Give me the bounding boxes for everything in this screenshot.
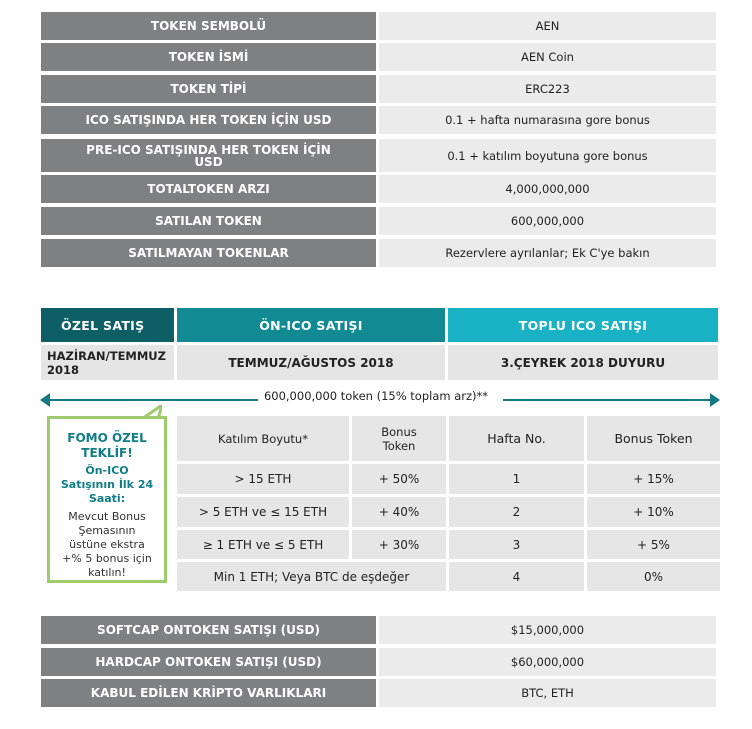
row-value: Rezervlere ayrılanlar; Ek C'ye bakın (379, 239, 716, 267)
table-cell: 3 (449, 530, 584, 559)
bonus-header-week-bonus: Bonus Token (587, 416, 720, 461)
row-label: TOKEN İSMİ (41, 43, 376, 71)
bonus-header-size: Katılım Boyutu* (177, 416, 349, 461)
row-value: 0.1 + hafta numarasına gore bonus (379, 106, 716, 134)
row-label: SATILAN TOKEN (41, 207, 376, 235)
row-label: PRE-ICO SATIŞINDA HER TOKEN İÇİN USD (41, 139, 376, 172)
row-value: AEN (379, 12, 716, 40)
fomo-title: FOMO ÖZEL TEKLİF! (67, 431, 147, 460)
table-cell: 0% (587, 562, 720, 591)
phase-pre-ico-header: ÖN-ICO SATIŞI (177, 308, 445, 342)
table-cell: 4 (449, 562, 584, 591)
row-value: $60,000,000 (379, 648, 716, 676)
bonus-header-bonus: Bonus Token (352, 416, 446, 461)
row-value: 0.1 + katılım boyutuna gore bonus (379, 139, 716, 172)
token-info-row (41, 239, 716, 267)
fomo-body: Mevcut Bonus Şemasının üstüne ekstra +% 5 bonus için katılın! (62, 510, 152, 579)
phase-private-sale-header: ÖZEL SATIŞ (41, 308, 174, 342)
row-value: 600,000,000 (379, 207, 716, 235)
bonus-header-week: Hafta No. (449, 416, 584, 461)
table-cell: + 10% (587, 497, 720, 527)
sale-info-row (41, 648, 716, 676)
row-value: ERC223 (379, 75, 716, 103)
token-info-row (41, 139, 716, 172)
row-label: KABUL EDİLEN KRİPTO VARLIKLARI (41, 679, 376, 707)
fomo-subtitle: Ön-ICO Satışının İlk 24 Saati: (60, 464, 154, 505)
table-cell: > 15 ETH (177, 464, 349, 494)
sale-info-row (41, 616, 716, 644)
phase-private-sale-date: HAZİRAN/TEMMUZ 2018 (41, 345, 174, 380)
token-info-row (41, 43, 716, 71)
sale-info-row (41, 679, 716, 707)
token-span-label: 600,000,000 token (15% toplam arz)** (263, 389, 489, 403)
table-cell: + 30% (352, 530, 446, 559)
phase-ico-header: TOPLU ICO SATIŞI (448, 308, 718, 342)
row-value: $15,000,000 (379, 616, 716, 644)
row-label: SOFTCAP ONTOKEN SATIŞI (USD) (41, 616, 376, 644)
row-value: 4,000,000,000 (379, 175, 716, 203)
table-cell: 1 (449, 464, 584, 494)
table-cell: 2 (449, 497, 584, 527)
table-cell: ≥ 1 ETH ve ≤ 5 ETH (177, 530, 349, 559)
row-label: TOKEN SEMBOLÜ (41, 12, 376, 40)
table-cell: + 50% (352, 464, 446, 494)
table-cell: + 15% (587, 464, 720, 494)
row-label: TOTALTOKEN ARZI (41, 175, 376, 203)
row-value: BTC, ETH (379, 679, 716, 707)
token-info-row (41, 106, 716, 134)
token-info-row (41, 12, 716, 40)
phase-pre-ico-date: TEMMUZ/AĞUSTOS 2018 (177, 345, 445, 380)
table-cell: Min 1 ETH; Veya BTC de eşdeğer (177, 562, 446, 591)
phase-ico-date: 3.ÇEYREK 2018 DUYURU (448, 345, 718, 380)
row-label: ICO SATIŞINDA HER TOKEN İÇİN USD (41, 106, 376, 134)
token-info-row (41, 175, 716, 203)
row-label: TOKEN TİPİ (41, 75, 376, 103)
row-label: SATILMAYAN TOKENLAR (41, 239, 376, 267)
row-label: HARDCAP ONTOKEN SATIŞI (USD) (41, 648, 376, 676)
table-cell: > 5 ETH ve ≤ 15 ETH (177, 497, 349, 527)
row-value: AEN Coin (379, 43, 716, 71)
fomo-offer-box (47, 416, 167, 583)
token-info-row (41, 75, 716, 103)
table-cell: + 5% (587, 530, 720, 559)
token-info-row (41, 207, 716, 235)
table-cell: + 40% (352, 497, 446, 527)
